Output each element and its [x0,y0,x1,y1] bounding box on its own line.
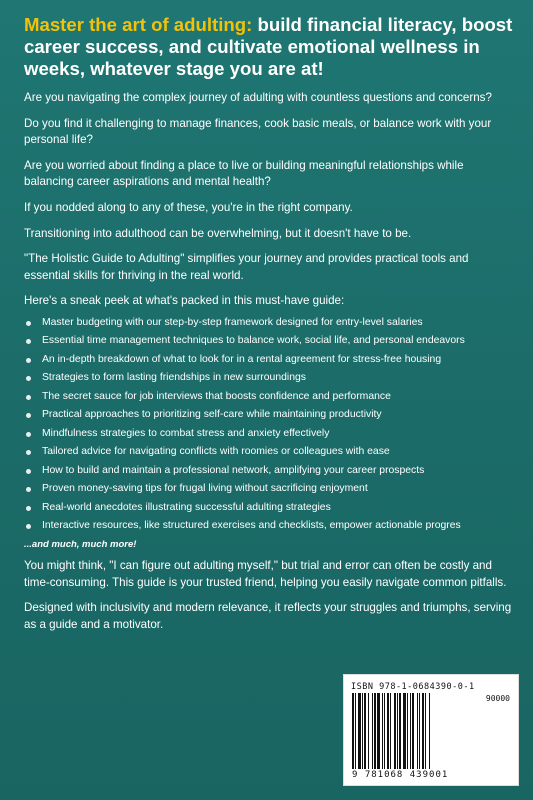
barcode-bar [377,693,380,769]
isbn-text: ISBN 978-1-0684390-0-1 [351,682,475,692]
list-item: Practical approaches to prioritizing self-care while maintaining productivity [24,406,516,425]
isbn-barcode [343,674,519,786]
barcode-bar [412,693,414,769]
barcode-bar [358,693,361,769]
barcode-bar [419,693,420,769]
barcode-bars [352,693,472,771]
list-item: How to build and maintain a professional network, amplifying your career prospects [24,462,516,481]
barcode-bar [387,693,389,769]
barcode-bar [410,693,411,769]
back-cover-text [24,14,516,642]
list-item: Interactive resources, like structured exercises and checklists, empower actionable progres [24,517,516,536]
barcode-bar [417,693,418,769]
barcode-digits: 9 781068 439001 [352,770,449,780]
list-item: Mindfulness strategies to combat stress and anxiety effectively [24,425,516,444]
barcode-bar [352,693,354,769]
feature-list [24,314,516,536]
barcode-bar [390,693,391,769]
intro-paragraph: Are you worried about finding a place to live or building meaningful relationships while balancing career aspirations and mental health? [24,158,464,189]
barcode-bar [407,693,408,769]
barcode-bar [429,693,430,769]
barcode-bar [374,693,376,769]
outro-paragraph: Designed with inclusivity and modern relevance, it reflects your struggles and triumphs, serving as a guide and a motivator. [24,601,512,631]
barcode-bar [397,693,398,769]
intro-paragraph: Here's a sneak peek at what's packed in this must-have guide: [24,294,345,308]
barcode-bar [394,693,396,769]
barcode-bar [425,693,426,769]
barcode-bar [399,693,401,769]
intro-paragraph: Transitioning into adulthood can be overwhelming, but it doesn't have to be. [24,226,412,240]
outro-paragraph: You might think, "I can figure out adulting myself," but trial and error can often be costly and time-consuming. This guide is your trusted friend, helping you easily navigate common pitfalls. [24,558,507,589]
list-item: Master budgeting with our step-by-step framework designed for entry-level salaries [24,314,516,333]
list-item: Proven money-saving tips for frugal living without sacrificing enjoyment [24,480,516,499]
barcode-bar [372,693,373,769]
barcode-bar [422,693,424,769]
barcode-bar [403,693,406,769]
intro-paragraph: Do you find it challenging to manage finances, cook basic meals, or balance work with your personal life? [24,116,492,147]
barcode-bar [355,693,356,769]
list-item: The secret sauce for job interviews that boosts confidence and performance [24,388,516,407]
headline-accent: Master the art of adulting: [24,14,253,35]
list-item: Strategies to form lasting friendships in new surroundings [24,369,516,388]
intro-paragraph: If you nodded along to any of these, you're in the right company. [24,200,353,214]
price-code: 90000 [485,694,510,703]
list-item: Tailored advice for navigating conflicts with roomies or colleagues with ease [24,443,516,462]
barcode-bar [368,693,369,769]
intro-paragraph: Are you navigating the complex journey of adulting with countless questions and concerns? [24,91,492,104]
list-item: Essential time management techniques to balance work, social life, and personal endeavors [24,332,516,351]
barcode-bar [384,693,385,769]
headline [24,14,516,80]
list-item: An in-depth breakdown of what to look for in a rental agreement for stress-free housing [24,351,516,370]
barcode-bar [362,693,363,769]
list-item: Real-world anecdotes illustrating successful adulting strategies [24,499,516,518]
intro-paragraph: "The Holistic Guide to Adulting" simplifies your journey and provides practical tools and essential skills for thriving in the real world. [24,252,469,282]
and-more-note: ...and much, much more! [24,538,137,550]
headline-rest: build financial literacy, boost career success, and cultivate emotional wellness in weeks, whatever stage you are at! [24,14,513,79]
barcode-bar [382,693,383,769]
barcode-bar [364,693,366,769]
